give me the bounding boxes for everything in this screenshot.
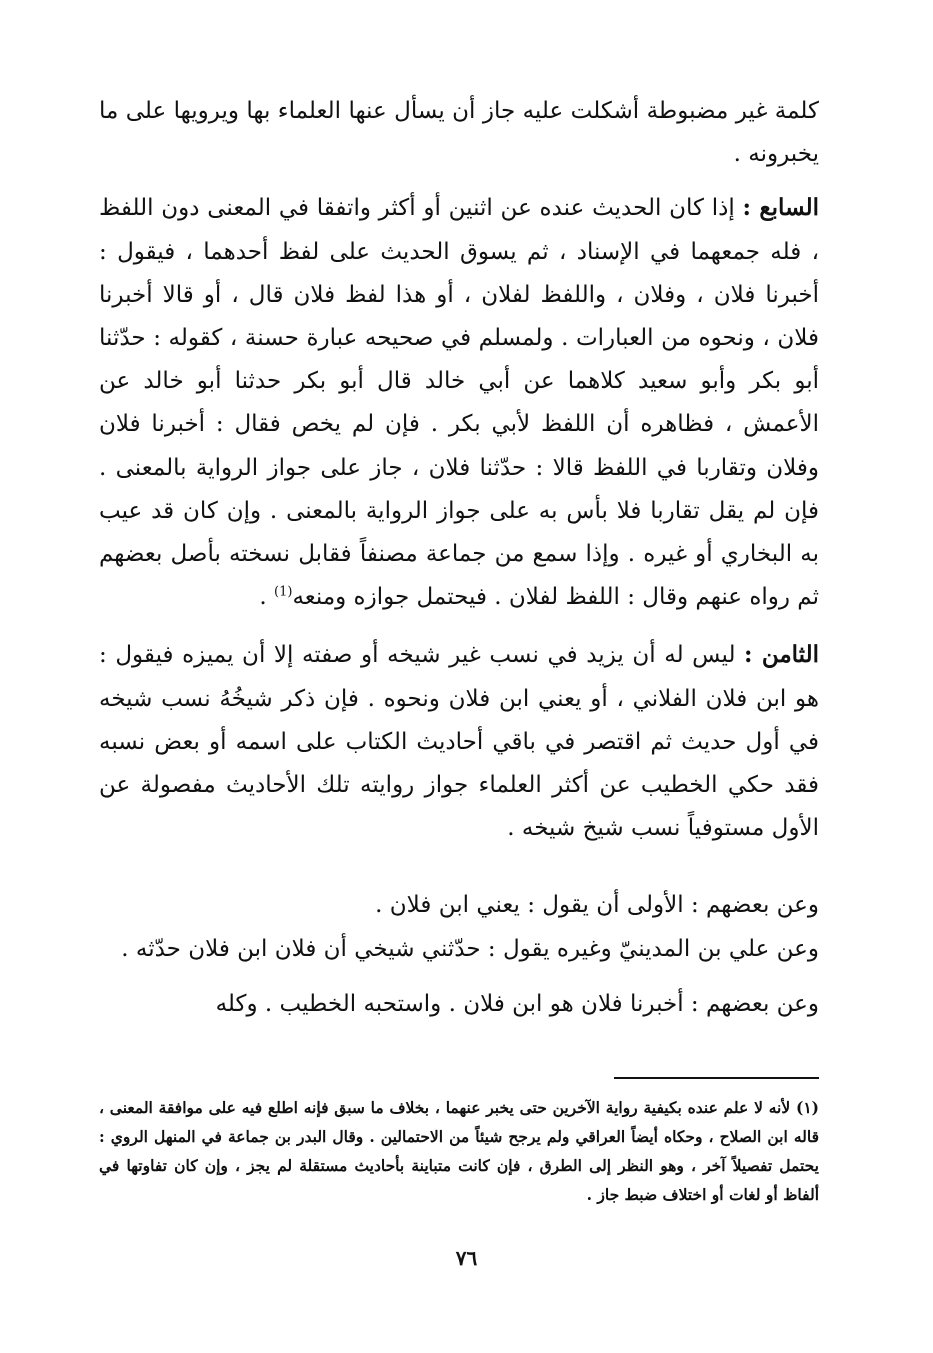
paragraph-eighth [99,633,819,850]
main-text [99,90,819,1026]
footnote-text: (١) لأنه لا علم عنده بكيفية رواية الآخرين حتى يخبر عنهما ، بخلاف ما سبق فإنه اطلع فيه على موافقة المعنى ، قاله ابن الصلاح ، وحكاه أيضاً العراقي ولم يرجح شيئاً من الاحتمالين . وقال البدر بن جماعة في المنهل الروي : يحتمل تفصيلاً آخر ، وهو النظر إلى الطرق ، فإن كانت متباينة بأحاديث مستقلة لم يجز ، وإن كان تفاوتها في ألفاظ أو لغات أو اختلاف ضبط جاز . [99,1098,819,1204]
paragraph-spacer [99,850,819,884]
seventh-text: إذا كان الحديث عنده عن اثنين أو أكثر واتفقا في المعنى دون اللفظ ، فله جمعهما في الإسناد ، ثم يسوق الحديث على لفظ أحدهما ، فيقول : أخبرنا فلان ، وفلان ، واللفظ لفلان ، أو هذا لفظ فلان قال ، أو قالا أخبرنا فلان ، ونحوه من العبارات . ولمسلم في صحيحه عبارة حسنة ، كقوله : حدّثنا أبو بكر وأبو سعيد كلاهما عن أبي خالد قال أبو بكر حدثنا أبو خالد عن الأعمش ، فظاهره أن اللفظ لأبي بكر . فإن لم يخص فقال : أخبرنا فلان وفلان وتقاربا في اللفظ قالا : حدّثنا فلان ، جاز على جواز الرواية بالمعنى . فإن لم يقل تقاربا فلا بأس به على جواز الرواية بالمعنى . وإن كان قد عيب به البخاري أو غيره . وإذا سمع من جماعة مصنفاً فقابل نسخته بأصل بعضهم ثم رواه عنهم وقال : اللفظ لفلان . فيحتمل جوازه ومنعه [99,195,819,611]
paragraph-4-text: وعن بعضهم : الأولى أن يقول : يعني ابن فلان . [375,892,819,919]
paragraph-spacer [99,971,819,983]
eighth-keyword: الثامن : [744,641,819,669]
footnote-reference: (1) [274,584,293,600]
footnote [99,1093,819,1209]
paragraph-4 [99,884,819,927]
paragraph-seventh [99,186,819,619]
seventh-keyword: السابع : [742,194,819,222]
eighth-text: ليس له أن يزيد في نسب غير شيخه أو صفته إلا أن يميزه فيقول : هو ابن فلان الفلاني ، أو يعني ابن فلان ونحوه . فإن ذكر شيخُهُ نسب شيخه في أول حديث ثم اقتصر في باقي أحاديث الكتاب على اسمه أو بعض نسبه فقد حكي الخطيب عن أكثر العلماء جواز روايته تلك الأحاديث مفصولة عن الأول مستوفياً نسب شيخ شيخه . [99,642,819,842]
page-number: ٧٦ [455,1246,478,1270]
paragraph-6 [99,983,819,1026]
paragraph-spacer [99,176,819,186]
seventh-end: . [259,584,275,611]
paragraph-5-text: وعن علي بن المدينيّ وغيره يقول : حدّثني شيخي أن فلان ابن فلان حدّثه . [121,935,819,962]
paragraph-6-text: وعن بعضهم : أخبرنا فلان هو ابن فلان . واستحبه الخطيب . وكله [215,990,819,1017]
paragraph-1 [99,90,819,176]
paragraph-spacer [99,619,819,633]
paragraph-5 [99,928,819,971]
footnote-divider [614,1077,819,1079]
paragraph-1-text: كلمة غير مضبوطة أشكلت عليه جاز أن يسأل عنها العلماء بها ويرويها على ما يخبرونه . [99,98,819,168]
